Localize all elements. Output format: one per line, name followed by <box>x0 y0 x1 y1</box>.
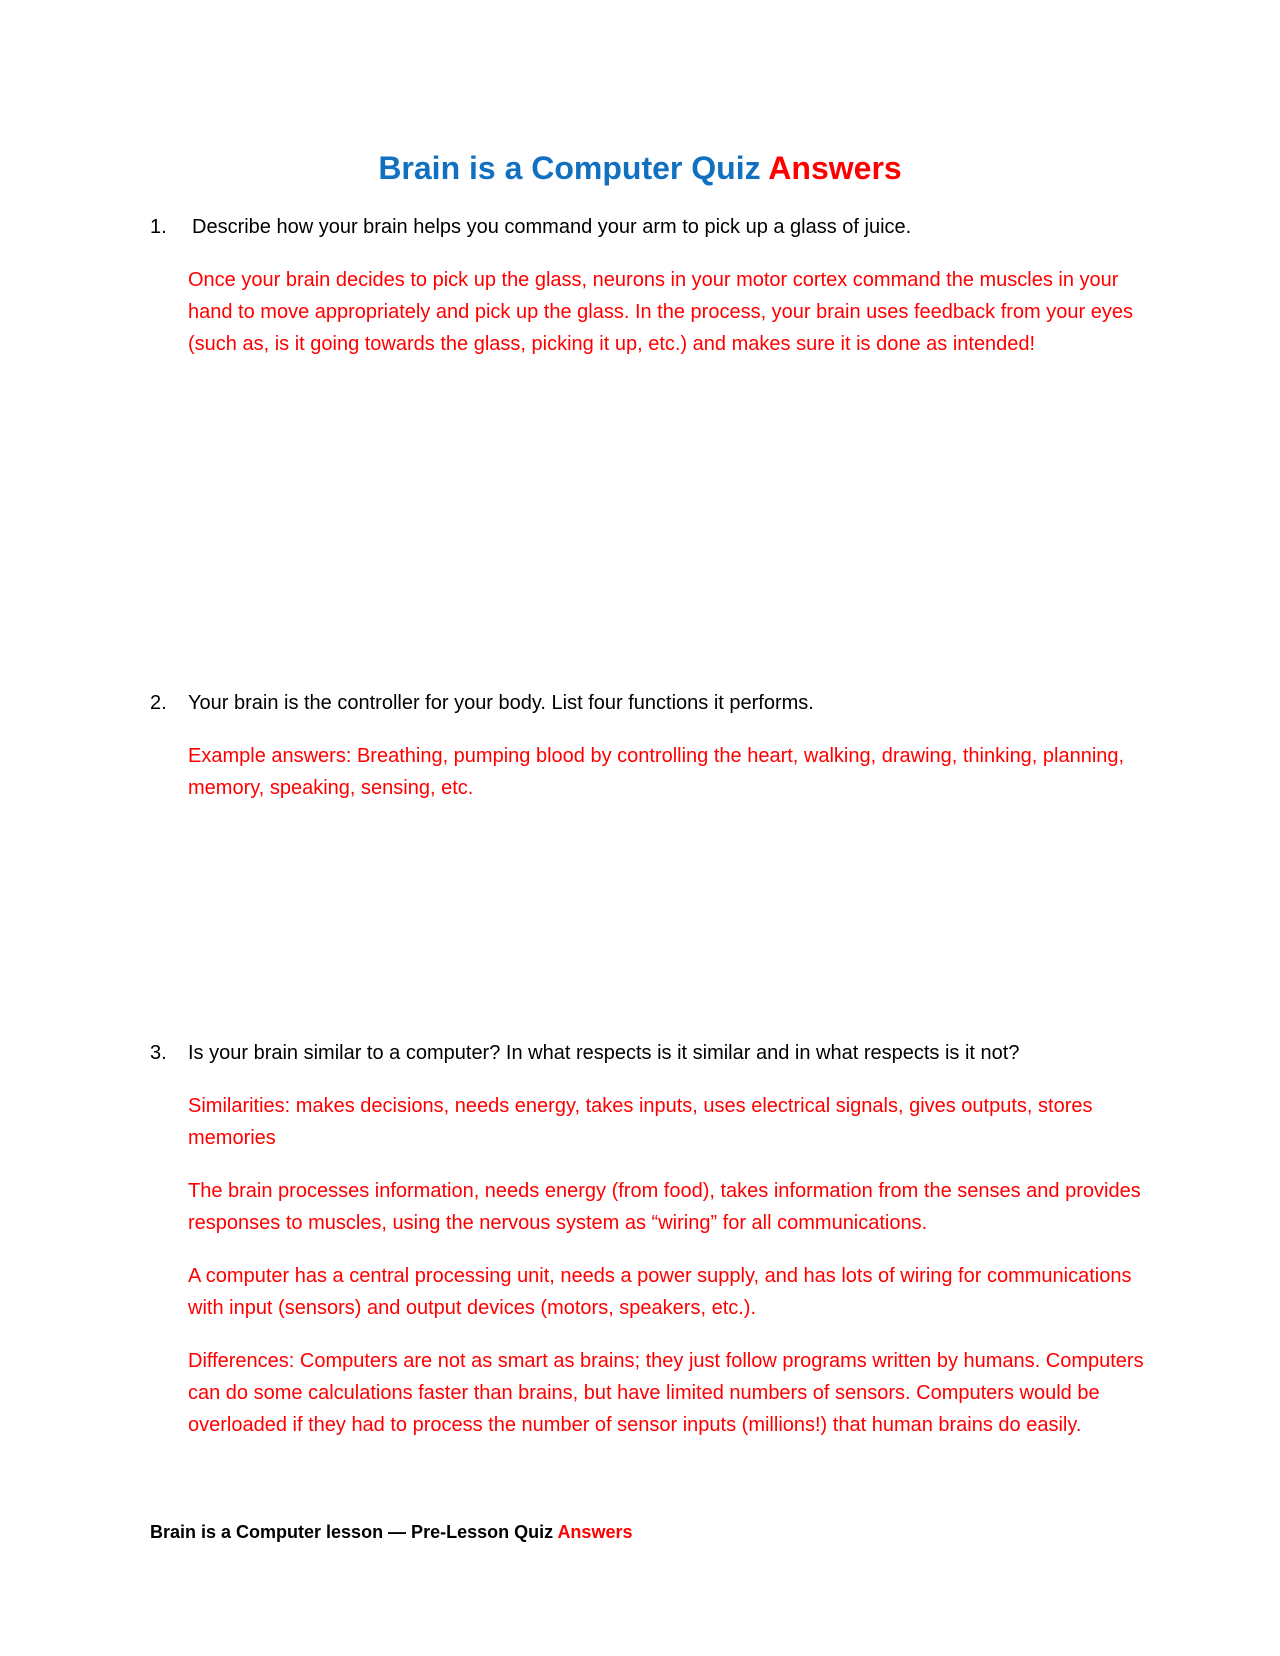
answer-2-paragraph-1: Example answers: Breathing, pumping blood by controlling the heart, walking, drawing, thinking, planning, memory, speaking, sensing, etc. <box>188 745 1125 799</box>
footer-accent: Answers <box>557 1522 633 1542</box>
question-2 <box>150 690 1150 716</box>
question-3 <box>150 1040 1150 1066</box>
question-1 <box>150 214 1150 240</box>
title-main: Brain is a Computer Quiz <box>378 150 761 186</box>
question-number: 2. <box>150 692 167 714</box>
answer-3-paragraph-2: The brain processes information, needs energy (from food), takes information from the senses and provides responses to muscles, using the nervous system as “wiring” for all communications. <box>188 1180 1141 1234</box>
answer-3-paragraph-3: A computer has a central processing unit, needs a power supply, and has lots of wiring for communications with input (sensors) and output devices (motors, speakers, etc.). <box>188 1265 1132 1319</box>
page-footer <box>150 1520 632 1544</box>
question-text: Your brain is the controller for your body. List four functions it performs. <box>188 692 814 714</box>
title-accent: Answers <box>768 150 902 186</box>
answer-3-paragraph-4: Differences: Computers are not as smart as brains; they just follow programs written by humans. Computers can do some calculations faster than brains, but have limited numbers of sensors. Computers would be overloaded if they had to process the number of sensor inputs (millions!) that human brains do easily. <box>188 1350 1144 1436</box>
question-text: Is your brain similar to a computer? In what respects is it similar and in what respects is it not? <box>188 1042 1020 1064</box>
footer-main: Brain is a Computer lesson — Pre-Lesson Quiz <box>150 1522 554 1542</box>
question-number: 1. <box>150 216 167 238</box>
question-number: 3. <box>150 1042 167 1064</box>
answer-1-paragraph-1: Once your brain decides to pick up the glass, neurons in your motor cortex command the muscles in your hand to move appropriately and pick up the glass. In the process, your brain uses feedback from your eyes (such as, is it going towards the glass, picking it up, etc.) and makes sure it is done as intended! <box>188 269 1133 355</box>
question-text: Describe how your brain helps you command your arm to pick up a glass of juice. <box>192 216 912 238</box>
page-title <box>0 148 1280 188</box>
answer-3-paragraph-1: Similarities: makes decisions, needs energy, takes inputs, uses electrical signals, gives outputs, stores memories <box>188 1095 1093 1149</box>
